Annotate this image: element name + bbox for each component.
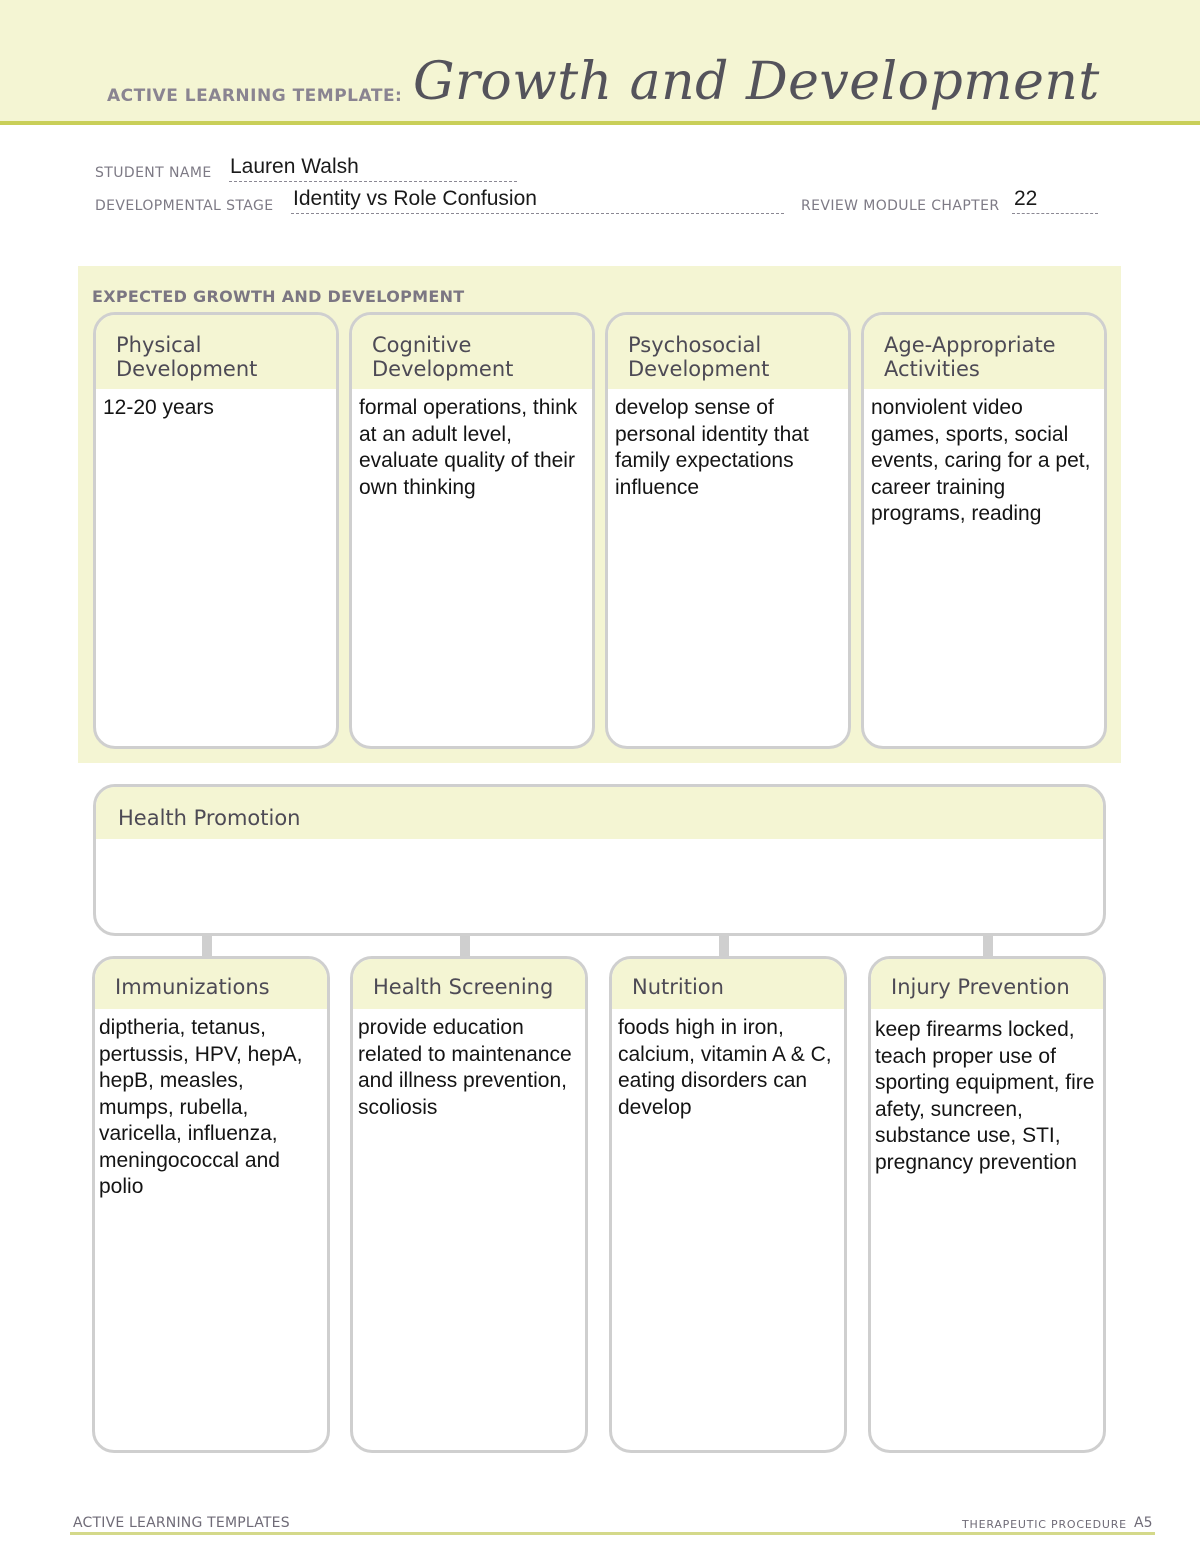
connector bbox=[719, 935, 729, 957]
card-heading: Health Screening bbox=[353, 959, 585, 1009]
student-name-line bbox=[229, 181, 517, 182]
health-promotion-text[interactable] bbox=[96, 839, 1103, 845]
immunizations-text[interactable]: diptheria, tetanus, pertussis, HPV, hepA, hepB, measles, mumps, rubella, varicella, influenza, meningococcal and polio bbox=[99, 1016, 303, 1198]
nutrition-text[interactable]: foods high in iron, calcium, vitamin A & C, eating disorders can develop bbox=[618, 1016, 832, 1119]
developmental-stage-field[interactable]: Identity vs Role Confusion bbox=[293, 187, 537, 210]
nutrition-card bbox=[609, 956, 847, 1453]
card-heading: Physical Development bbox=[96, 315, 336, 389]
page-number: A5 bbox=[1134, 1515, 1153, 1531]
card-heading: Immunizations bbox=[95, 959, 327, 1009]
injury-prevention-text[interactable]: keep firearms locked, teach proper use of sporting equipment, fire afety, suncreen, substance use, STI, pregnancy prevention bbox=[875, 1018, 1095, 1174]
connector bbox=[460, 935, 470, 957]
health-promotion-title: Health Promotion bbox=[96, 787, 1103, 839]
card-heading: Nutrition bbox=[612, 959, 844, 1009]
health-promotion-card bbox=[93, 784, 1106, 936]
card-heading: Age-Appropriate Activities bbox=[864, 315, 1104, 389]
footer-label: ACTIVE LEARNING TEMPLATES bbox=[73, 1515, 290, 1531]
template-label: ACTIVE LEARNING TEMPLATE: bbox=[107, 86, 403, 106]
card-heading: Psychosocial Development bbox=[608, 315, 848, 389]
student-name-field[interactable]: Lauren Walsh bbox=[230, 155, 359, 178]
developmental-stage-label: DEVELOPMENTAL STAGE bbox=[95, 198, 274, 214]
age-appropriate-activities-text[interactable]: nonviolent video games, sports, social events, caring for a pet, career training programs, reading bbox=[871, 396, 1091, 525]
student-name-label: STUDENT NAME bbox=[95, 165, 212, 181]
developmental-stage-line bbox=[291, 213, 784, 214]
psychosocial-development-text[interactable]: develop sense of personal identity that family expectations influence bbox=[615, 396, 809, 499]
age-appropriate-activities-card bbox=[861, 312, 1107, 749]
review-module-field[interactable]: 22 bbox=[1014, 187, 1038, 210]
footer-procedure: THERAPEUTIC PROCEDURE bbox=[962, 1518, 1127, 1531]
review-module-label: REVIEW MODULE CHAPTER bbox=[801, 198, 1000, 214]
footer-rule bbox=[70, 1532, 1155, 1535]
connector bbox=[202, 935, 212, 957]
cognitive-development-text[interactable]: formal operations, think at an adult level, evaluate quality of their own thinking bbox=[359, 396, 578, 499]
psychosocial-development-card bbox=[605, 312, 851, 749]
immunizations-card bbox=[92, 956, 330, 1453]
expected-growth-title: EXPECTED GROWTH AND DEVELOPMENT bbox=[92, 287, 465, 306]
injury-prevention-card bbox=[868, 956, 1106, 1453]
card-heading: Cognitive Development bbox=[352, 315, 592, 389]
physical-development-card bbox=[93, 312, 339, 749]
card-heading: Injury Prevention bbox=[871, 959, 1103, 1009]
cognitive-development-card bbox=[349, 312, 595, 749]
health-screening-card bbox=[350, 956, 588, 1453]
connector bbox=[983, 935, 993, 957]
page-title: Growth and Development bbox=[413, 52, 1100, 112]
review-module-line bbox=[1012, 213, 1098, 214]
physical-development-text[interactable]: 12-20 years bbox=[103, 396, 214, 419]
health-screening-text[interactable]: provide education related to maintenance and illness prevention, scoliosis bbox=[358, 1016, 572, 1119]
